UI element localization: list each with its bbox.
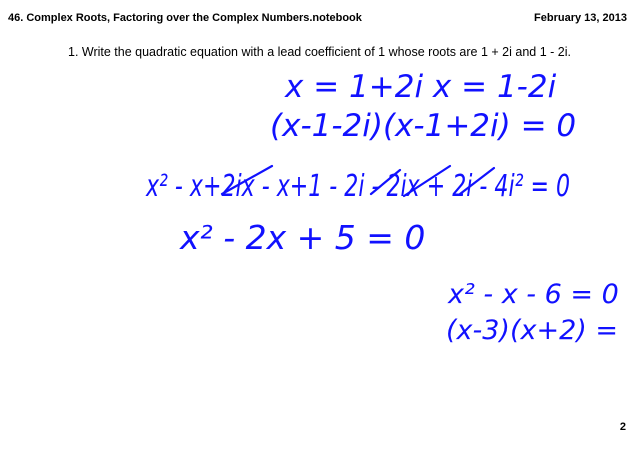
handwritten-result: x² - 2x + 5 = 0 bbox=[180, 218, 426, 257]
handwritten-expansion: x² - x+2ix - x+1 - 2i - 2ix + 2i - 4i² = 0 bbox=[145, 169, 570, 204]
handwritten-side-factored: (x-3)(x+2) = bbox=[446, 315, 619, 346]
problem-statement: 1. Write the quadratic equation with a lead coefficient of 1 whose roots are 1 + 2i and 1 - 2i. bbox=[68, 45, 571, 59]
handwritten-factored-form: (x-1-2i)(x-1+2i) = 0 bbox=[270, 108, 577, 144]
notebook-title: 46. Complex Roots, Factoring over the Complex Numbers.notebook bbox=[8, 12, 362, 24]
page-number: 2 bbox=[619, 421, 626, 433]
handwritten-roots: x = 1+2i x = 1-2i bbox=[285, 69, 557, 105]
notebook-date: February 13, 2013 bbox=[534, 12, 627, 24]
handwritten-side-equation: x² - x - 6 = 0 bbox=[448, 279, 619, 310]
